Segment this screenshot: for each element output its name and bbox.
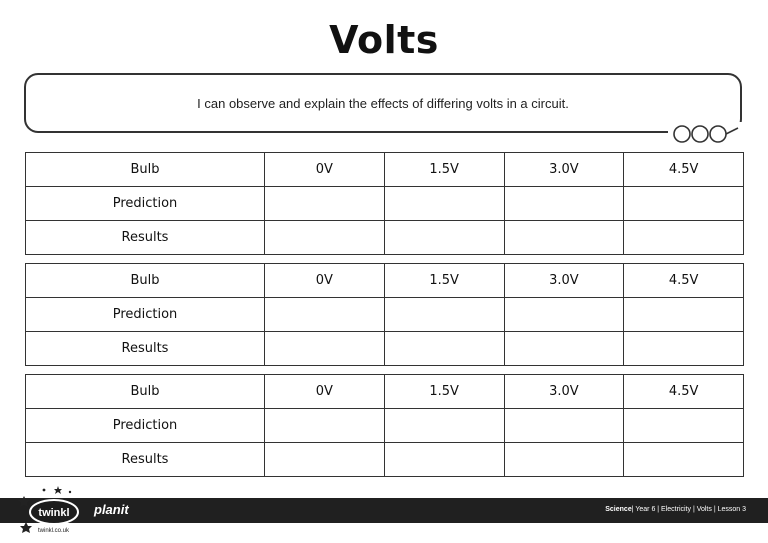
chain-decoration-icon (668, 122, 744, 146)
learning-objective-box (24, 73, 742, 133)
voltage-header-cell: 0V (265, 375, 385, 409)
voltage-header-cell: 0V (265, 264, 385, 298)
row-label-cell: Results (26, 443, 265, 477)
answer-cell[interactable] (384, 332, 504, 366)
row-label-cell: Bulb (26, 264, 265, 298)
row-label-cell: Prediction (26, 409, 265, 443)
table-row (26, 298, 744, 332)
table-row (26, 264, 744, 298)
answer-cell[interactable] (265, 187, 385, 221)
page-title: Volts (329, 18, 439, 62)
table-row (26, 375, 744, 409)
voltage-header-cell: 4.5V (624, 375, 744, 409)
table-row (26, 153, 744, 187)
answer-cell[interactable] (265, 221, 385, 255)
voltage-header-cell: 1.5V (384, 375, 504, 409)
answer-cell[interactable] (624, 409, 744, 443)
voltage-header-cell: 1.5V (384, 153, 504, 187)
voltage-header-cell: 3.0V (504, 264, 624, 298)
voltage-header-cell: 1.5V (384, 264, 504, 298)
answer-cell[interactable] (265, 409, 385, 443)
answer-cell[interactable] (504, 221, 624, 255)
learning-objective-text: I can observe and explain the effects of differing volts in a circuit. (197, 95, 569, 111)
answer-cell[interactable] (265, 332, 385, 366)
answer-cell[interactable] (504, 187, 624, 221)
answer-cell[interactable] (384, 221, 504, 255)
results-table (25, 374, 744, 477)
table-row (26, 332, 744, 366)
table-row (26, 409, 744, 443)
voltage-header-cell: 3.0V (504, 153, 624, 187)
table-row (26, 443, 744, 477)
row-label-cell: Prediction (26, 187, 265, 221)
row-label-cell: Prediction (26, 298, 265, 332)
results-table (25, 152, 744, 255)
answer-cell[interactable] (624, 298, 744, 332)
table-row (26, 221, 744, 255)
answer-cell[interactable] (504, 443, 624, 477)
breadcrumb-subject: Science (605, 506, 632, 513)
breadcrumb-trail: | Year 6 | Electricity | Volts | Lesson 3 (631, 506, 746, 513)
voltage-header-cell: 0V (265, 153, 385, 187)
answer-cell[interactable] (384, 187, 504, 221)
answer-cell[interactable] (624, 187, 744, 221)
row-label-cell: Bulb (26, 153, 265, 187)
table-row (26, 187, 744, 221)
row-label-cell: Results (26, 221, 265, 255)
site-url: twinkl.co.uk (38, 528, 70, 534)
results-table (25, 263, 744, 366)
answer-cell[interactable] (384, 409, 504, 443)
answer-cell[interactable] (624, 332, 744, 366)
answer-cell[interactable] (384, 443, 504, 477)
answer-cell[interactable] (384, 298, 504, 332)
answer-cell[interactable] (265, 298, 385, 332)
breadcrumb (605, 506, 746, 513)
answer-cell[interactable] (624, 443, 744, 477)
planit-label: planit (94, 502, 129, 517)
answer-cell[interactable] (504, 298, 624, 332)
answer-cell[interactable] (504, 332, 624, 366)
voltage-header-cell: 4.5V (624, 264, 744, 298)
row-label-cell: Results (26, 332, 265, 366)
answer-cell[interactable] (265, 443, 385, 477)
row-label-cell: Bulb (26, 375, 265, 409)
answer-cell[interactable] (504, 409, 624, 443)
voltage-header-cell: 4.5V (624, 153, 744, 187)
answer-cell[interactable] (624, 221, 744, 255)
voltage-header-cell: 3.0V (504, 375, 624, 409)
logo-brand-text: twinkl (38, 507, 70, 519)
